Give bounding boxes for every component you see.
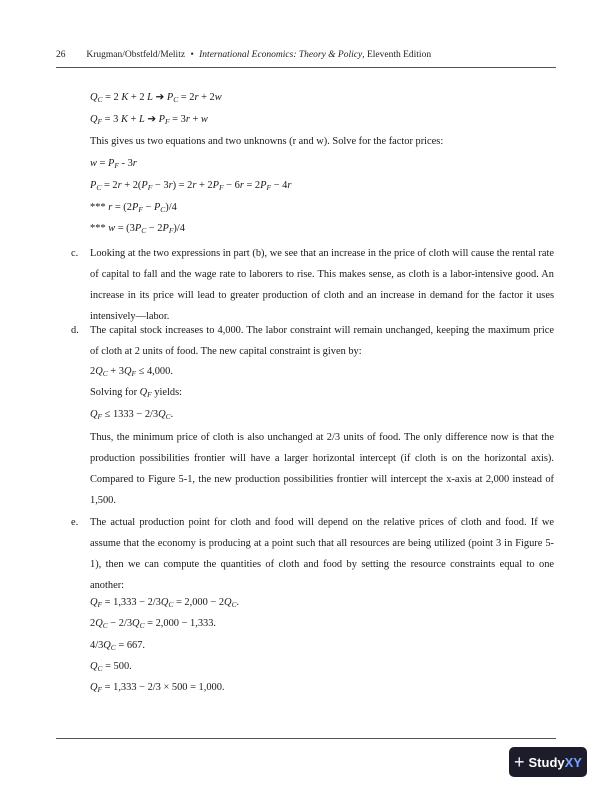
header-book-title: International Economics: Theory & Policy	[199, 50, 363, 60]
header-rule	[56, 67, 556, 68]
plus-icon: +	[514, 752, 525, 772]
paragraph-e: The actual production point for cloth and food will depend on the relative prices of cloth and food. If we assume that the economy is producing at a point such that all resources are being utilized (point 3 in Figure 5-1), then we can compute the quantities of cloth and food by setting the resource constraints equal to one another:	[90, 517, 554, 591]
equation-e5: $Q_F = 1,333 - 2/3 \times 500 = 1,000$.	[90, 682, 225, 694]
text-d2: Solving for $Q_F$ yields:	[90, 387, 183, 399]
watermark-brand-xy: XY	[564, 754, 582, 770]
equation-b6: *** $w = (3P_C - 2P_F)/4$	[90, 223, 185, 235]
watermark-brand-study: Study	[528, 754, 565, 770]
header-separator: •	[190, 50, 194, 60]
header-authors: Krugman/Obstfeld/Melitz	[86, 50, 186, 60]
equation-b1: $Q_C = 2$ K + 2 L ➔ $P_C = 2r + 2w$	[90, 92, 222, 104]
equation-d1: $2Q_C + 3Q_F \le 4,000$.	[90, 366, 173, 378]
equation-e3: $4/3Q_C = 667$.	[90, 640, 146, 652]
page-number: 26	[56, 50, 66, 60]
item-marker-e: e.	[71, 517, 79, 528]
studyxy-watermark	[509, 747, 587, 777]
paragraph-c: Looking at the two expressions in part (b), we see that an increase in the price of cloth will cause the rental rate of capital to fall and the wage rate to laborers to rise. This makes sense, as cloth is a labor-intensive good. An increase in its price will lead to greater production of cloth and an increase in demand for the factor it uses intensively—labor.	[90, 248, 554, 322]
page-header	[56, 50, 556, 60]
equation-e2: $2Q_C - 2/3Q_C = 2,000 - 1,333$.	[90, 618, 217, 630]
item-marker-c: c.	[71, 248, 79, 259]
header-edition: , Eleventh Edition	[362, 50, 432, 60]
equation-b2: $Q_F = 3$ K + L ➔ $P_F = 3r + w$	[90, 114, 208, 126]
footer-rule	[56, 738, 556, 739]
equation-b5: *** $r = (2P_F - P_C)/4$	[90, 202, 177, 214]
equation-b4: $P_C = 2r + 2(P_F - 3r) = 2r + 2P_F - 6r = 2P_F - 4r$	[90, 180, 292, 192]
text-b1: This gives us two equations and two unknowns (r and w). Solve for the factor prices:	[90, 136, 444, 147]
equation-b3: $w = P_F - 3r$	[90, 158, 137, 170]
equation-e4: $Q_C = 500$.	[90, 661, 132, 673]
equation-e1: $Q_F = 1,333 - 2/3Q_C = 2,000 - 2Q_C$.	[90, 597, 240, 609]
equation-d2: $Q_F \le 1333 - 2/3Q_C$.	[90, 409, 174, 421]
paragraph-d3: Thus, the minimum price of cloth is also unchanged at 2/3 units of food. The only difference now is that the production possibilities frontier will have a larger horizontal intercept (if cloth is on the horizontal axis). Compared to Figure 5-1, the new production possibilities frontier will intercept the x-axis at 2,000 instead of 1,500.	[90, 432, 554, 506]
item-marker-d: d.	[71, 325, 79, 336]
paragraph-d1: The capital stock increases to 4,000. The labor constraint will remain unchanged, keeping the maximum price of cloth at 2 units of food. The new capital constraint is given by:	[90, 325, 554, 357]
